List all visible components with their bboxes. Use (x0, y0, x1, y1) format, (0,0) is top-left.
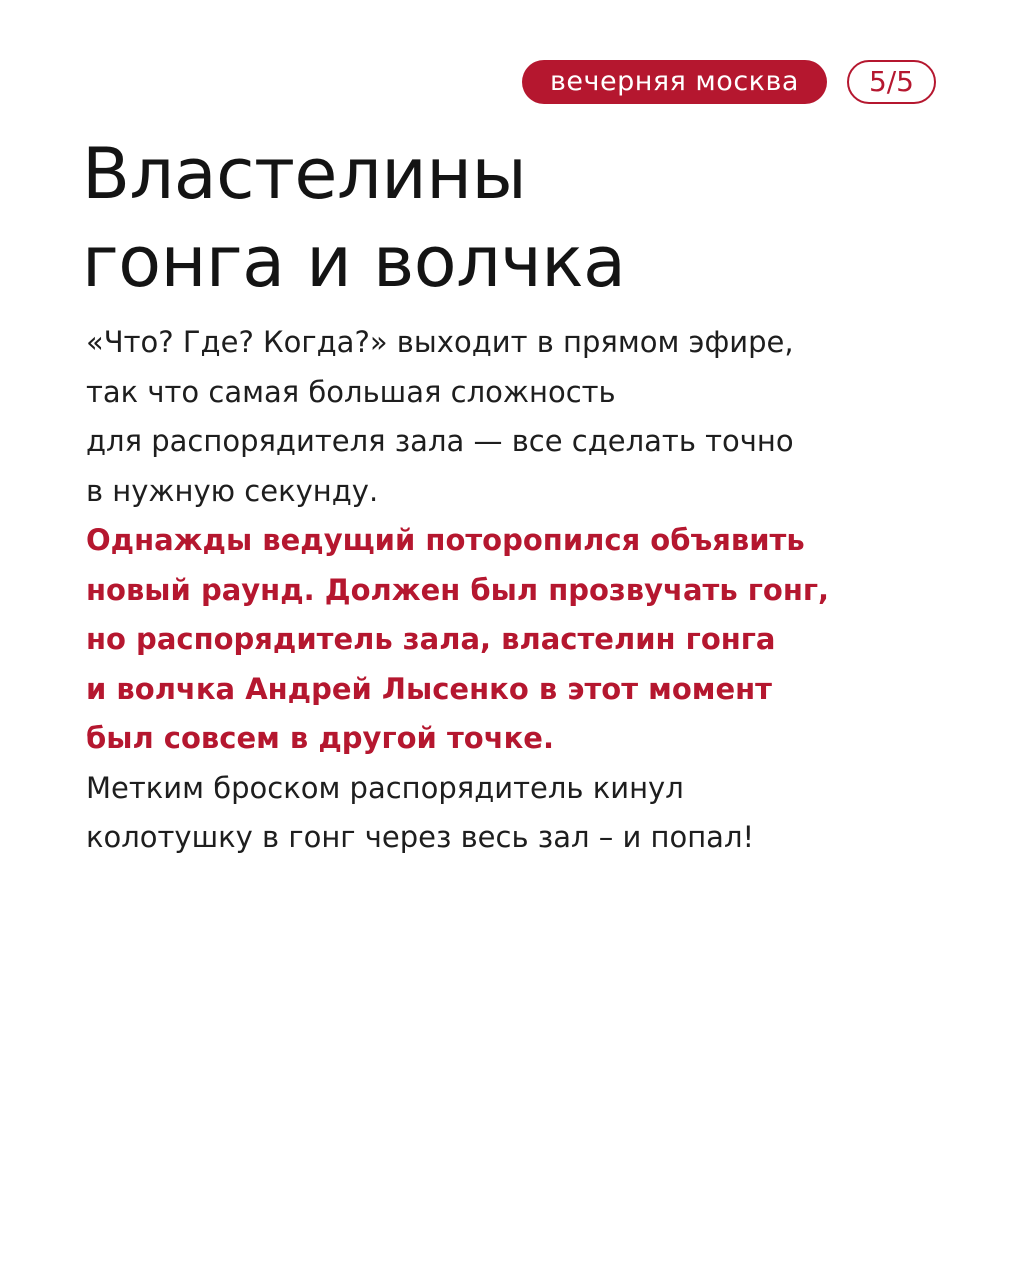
page-title (82, 130, 962, 306)
text-line: колотушку в гонг через весь зал – и попал! (86, 820, 755, 854)
header (522, 60, 936, 104)
title-line: Властелины (82, 133, 527, 215)
title-line: гонга и волчка (82, 221, 626, 303)
text-line: новый раунд. Должен был прозвучать гонг, (86, 572, 830, 607)
text-line: но распорядитель зала, властелин гонга (86, 622, 776, 656)
text-line: в нужную секунду. (86, 473, 379, 508)
text-line: Однажды ведущий поторопился объявить (86, 523, 805, 557)
page-counter: 5/5 (847, 60, 936, 104)
outro-paragraph (86, 764, 946, 863)
text-line: был совсем в другой точке. (86, 721, 554, 755)
text-line: для распорядителя зала — все сделать точно (86, 424, 794, 458)
brand-badge: вечерняя москва (522, 60, 827, 104)
intro-paragraph (86, 318, 946, 516)
text-line: и волчка Андрей Лысенко в этот момент (86, 671, 772, 706)
article-body (86, 318, 946, 863)
text-line: «Что? Где? Когда?» выходит в прямом эфире, (86, 325, 794, 359)
highlight-paragraph (86, 516, 946, 764)
text-line: так что самая большая сложность (86, 374, 616, 409)
text-line: Метким броском распорядитель кинул (86, 770, 684, 805)
